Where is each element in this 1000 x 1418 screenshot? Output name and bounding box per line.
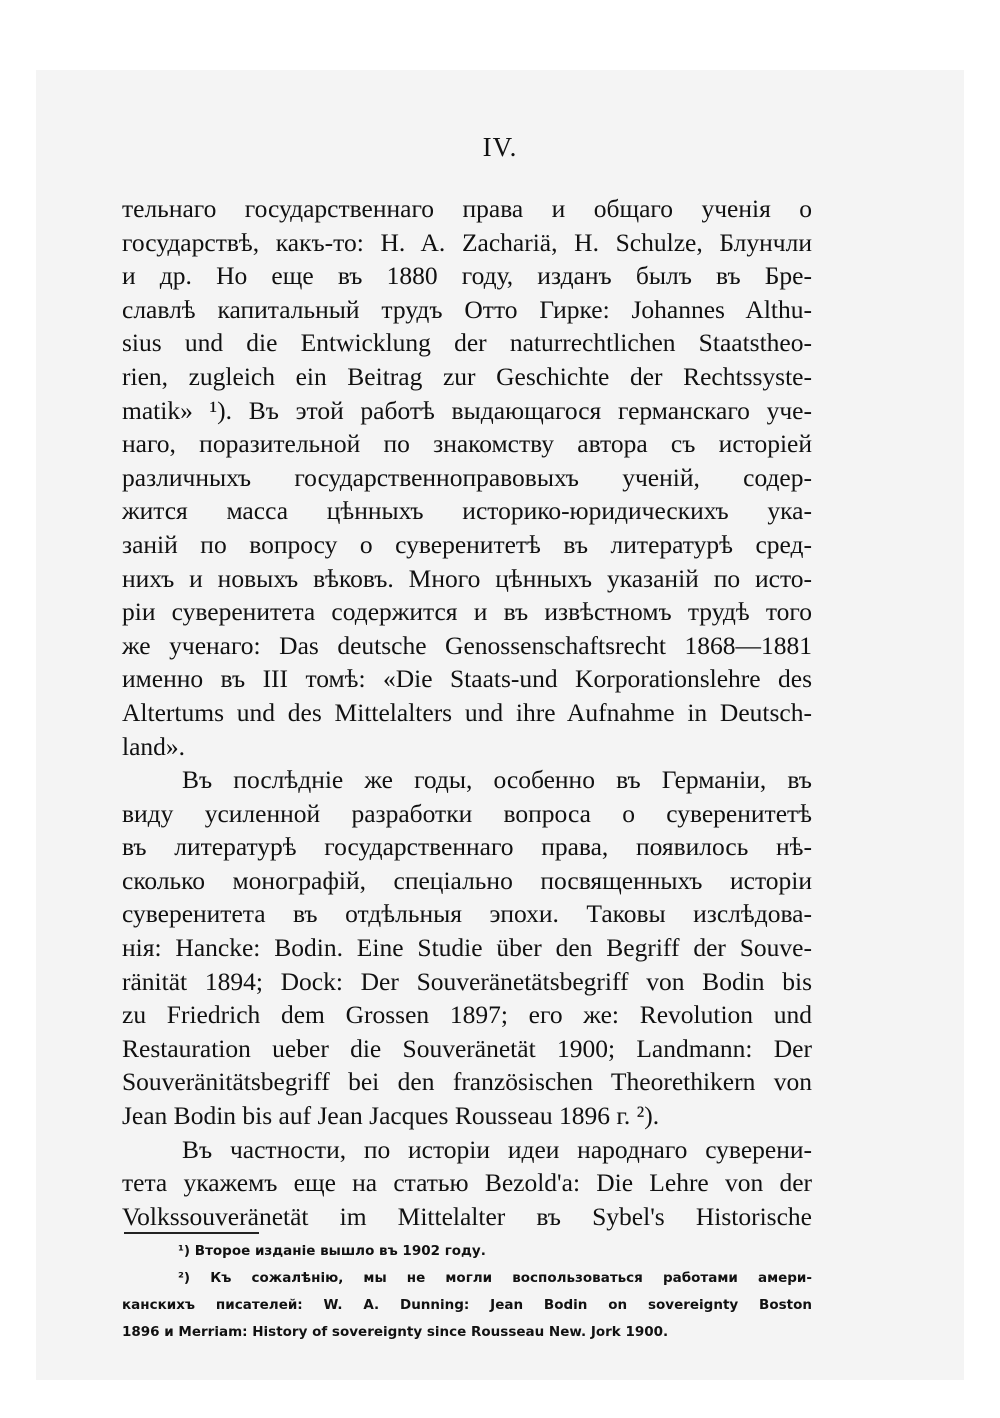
- footnote-line: канскихъ писателей: W. A. Dunning: Jean Bodin on sovereignty Boston: [122, 1297, 812, 1313]
- footnotes: [122, 1238, 812, 1346]
- text-line: ränität 1894; Dock: Der Souveränetätsbegriff von Bodin bis: [122, 966, 812, 996]
- text-line: rien, zugleich ein Beitrag zur Geschichte der Rechtssyste-: [122, 361, 812, 391]
- text-line: различныхъ государственноправовыхъ ученій, содер-: [122, 462, 812, 492]
- text-line: Altertums und des Mittelalters und ihre Aufnahme in Deutsch-: [122, 697, 812, 727]
- page-number: IV.: [482, 132, 518, 162]
- text-line: сколько монографій, спеціально посвященныхъ исторіи: [122, 865, 812, 895]
- text-line: виду усиленной разработки вопроса о суверенитетѣ: [122, 798, 812, 828]
- footnote-line: ¹) Второе изданіе вышло въ 1902 году.: [178, 1243, 486, 1259]
- text-line: zu Friedrich dem Grossen 1897; его же: Revolution und: [122, 1000, 812, 1030]
- text-line: же ученаго: Das deutsche Genossenschaftsrecht 1868—1881: [122, 630, 812, 660]
- body-text: [122, 192, 812, 1233]
- text-line: славлѣ капитальный трудъ Отто Гирке: Johannes Althu-: [122, 294, 812, 324]
- text-line: наго, поразительной по знакомству автора съ исторіей: [122, 429, 812, 459]
- text-line: sius und die Entwicklung der naturrechtlichen Staatstheo-: [122, 328, 812, 358]
- text-line: matik» ¹). Въ этой работѣ выдающагося германскаго уче-: [122, 395, 812, 425]
- text-line: Jean Bodin bis auf Jean Jacques Rousseau 1896 г. ²).: [122, 1101, 660, 1131]
- text-line: государствѣ, какъ-то: H. A. Zachariä, H. Schulze, Блунчли: [122, 227, 812, 257]
- text-line: land».: [122, 731, 186, 761]
- footnote-line: 1896 и Merriam: History of sovereignty since Rousseau New. Jork 1900.: [122, 1324, 669, 1340]
- text-line: Въ послѣдніе же годы, особенно въ Германіи, въ: [182, 765, 812, 795]
- text-line: нія: Hancke: Bodin. Eine Studie über den Begriff der Souve-: [122, 933, 812, 963]
- text-line: жится масса цѣнныхъ историко-юридическихъ ука-: [122, 496, 812, 526]
- text-line: именно въ III томѣ: «Die Staats-und Korporationslehre des: [122, 664, 812, 694]
- text-line: суверенитета въ отдѣльныя эпохи. Таковы изслѣдова-: [122, 899, 812, 929]
- text-line: тельнаго государственнаго права и общаго ученія о: [122, 194, 812, 223]
- text-line: въ литературѣ государственнаго права, появилось нѣ-: [122, 832, 812, 862]
- text-line: заній по вопросу о суверенитетѣ въ литературѣ сред-: [122, 529, 812, 559]
- text-line: Въ частности, по исторіи идеи народнаго суверени-: [182, 1134, 812, 1164]
- text-line: и др. Но еще въ 1880 году, изданъ былъ въ Бре-: [122, 261, 812, 291]
- text-line: Souveränitätsbegriff bei den französischen Theorethikern von: [122, 1067, 812, 1097]
- text-line: Volkssouveränetät im Mittelalter въ Sybel's Historische: [122, 1201, 812, 1231]
- text-line: нихъ и новыхъ вѣковъ. Много цѣнныхъ указаній по исто-: [122, 563, 812, 593]
- footnote-rule: [124, 1232, 259, 1234]
- text-line: Restauration ueber die Souveränetät 1900; Landmann: Der: [122, 1033, 812, 1063]
- text-line: тета укажемъ еще на статью Bezold'a: Die Lehre von der: [122, 1168, 812, 1198]
- footnote-line: ²) Къ сожалѣнію, мы не могли воспользоваться работами амери-: [178, 1270, 812, 1286]
- text-line: ріи суверенитета содержится и въ извѣстномъ трудѣ того: [122, 597, 812, 627]
